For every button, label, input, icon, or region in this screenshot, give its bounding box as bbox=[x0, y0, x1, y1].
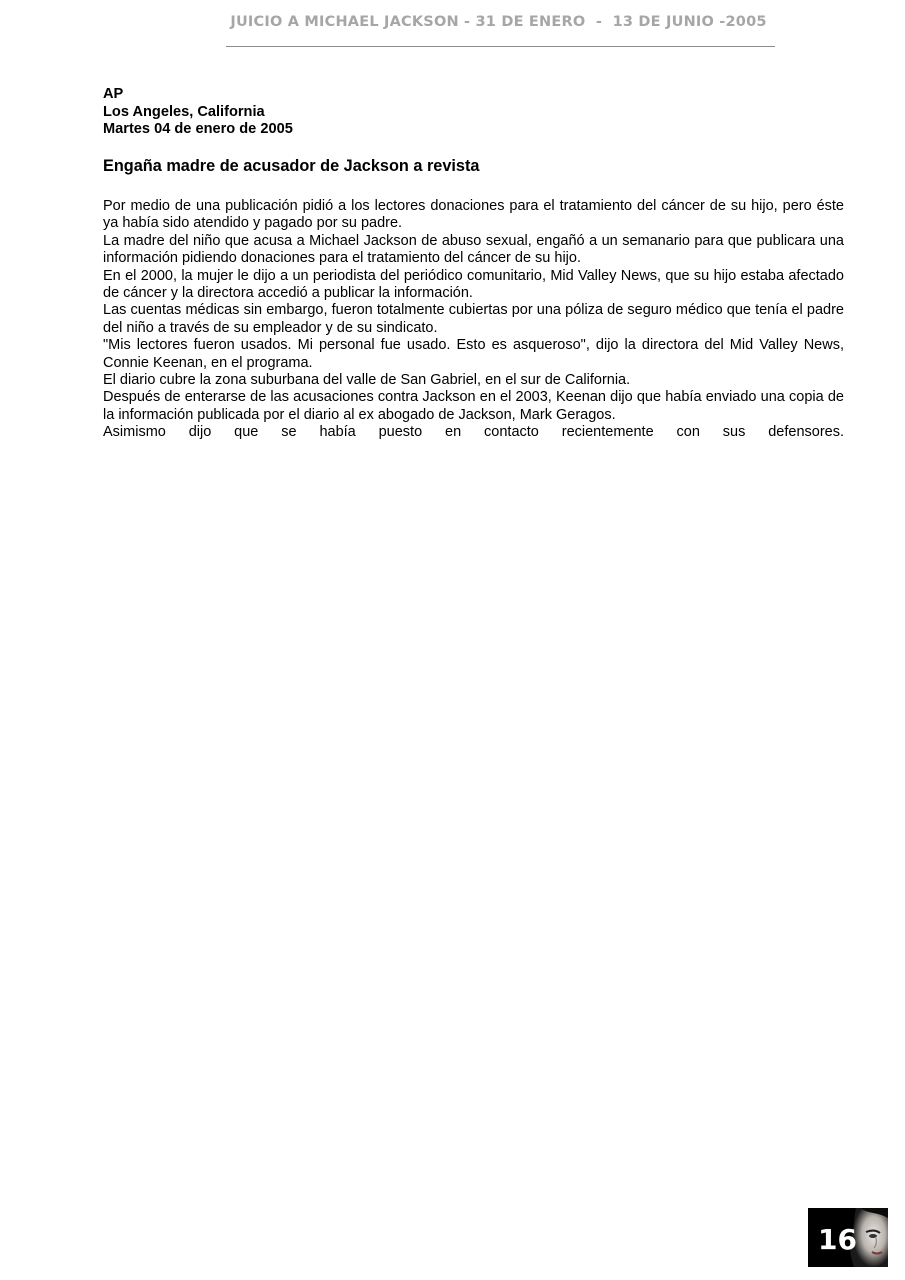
dateline bbox=[103, 86, 293, 139]
article-paragraph: En el 2000, la mujer le dijo a un periodista del periódico comunitario, Mid Valley News, que su hijo estaba afectado de cáncer y la directora accedió a publicar la información. bbox=[103, 267, 844, 302]
article-paragraph: Asimismo dijo que se había puesto en contacto recientemente con sus defensores. bbox=[103, 424, 844, 441]
page-number: 16 bbox=[818, 1223, 857, 1256]
article-paragraph: Por medio de una publicación pidió a los lectores donaciones para el tratamiento del cáncer de su hijo, pero éste ya había sido atendido y pagado por su padre. bbox=[103, 198, 844, 232]
article-paragraph: "Mis lectores fueron usados. Mi personal fue usado. Esto es asqueroso", dijo la directora del Mid Valley News, Connie Keenan, en el programa. bbox=[103, 337, 844, 371]
news-agency: AP bbox=[103, 86, 124, 102]
article-paragraph: Las cuentas médicas sin embargo, fueron totalmente cubiertas por una póliza de seguro médico que tenía el padre del niño a través de su empleador y de su sindicato. bbox=[103, 302, 844, 336]
article-paragraph: Después de enterarse de las acusaciones contra Jackson en el 2003, Keenan dijo que había enviado una copia de la información publicada por el diario al ex abogado de Jackson, Mark Geragos. bbox=[103, 389, 844, 423]
article-title: Engaña madre de acusador de Jackson a revista bbox=[103, 157, 480, 175]
article-body bbox=[103, 198, 844, 442]
article-paragraph: El diario cubre la zona suburbana del valle de San Gabriel, en el sur de California. bbox=[103, 372, 631, 389]
page-number-badge bbox=[808, 1208, 888, 1267]
dateline-location: Los Angeles, California bbox=[103, 103, 265, 120]
dateline-date: Martes 04 de enero de 2005 bbox=[103, 121, 293, 137]
header-divider bbox=[226, 46, 775, 47]
article-paragraph: La madre del niño que acusa a Michael Jackson de abuso sexual, engañó a un semanario para que publicara una información pidiendo donaciones para el tratamiento del cáncer de su hijo. bbox=[103, 232, 844, 267]
running-header-title: JUICIO A MICHAEL JACKSON - 31 DE ENERO - 13 DE JUNIO -2005 bbox=[230, 14, 767, 30]
